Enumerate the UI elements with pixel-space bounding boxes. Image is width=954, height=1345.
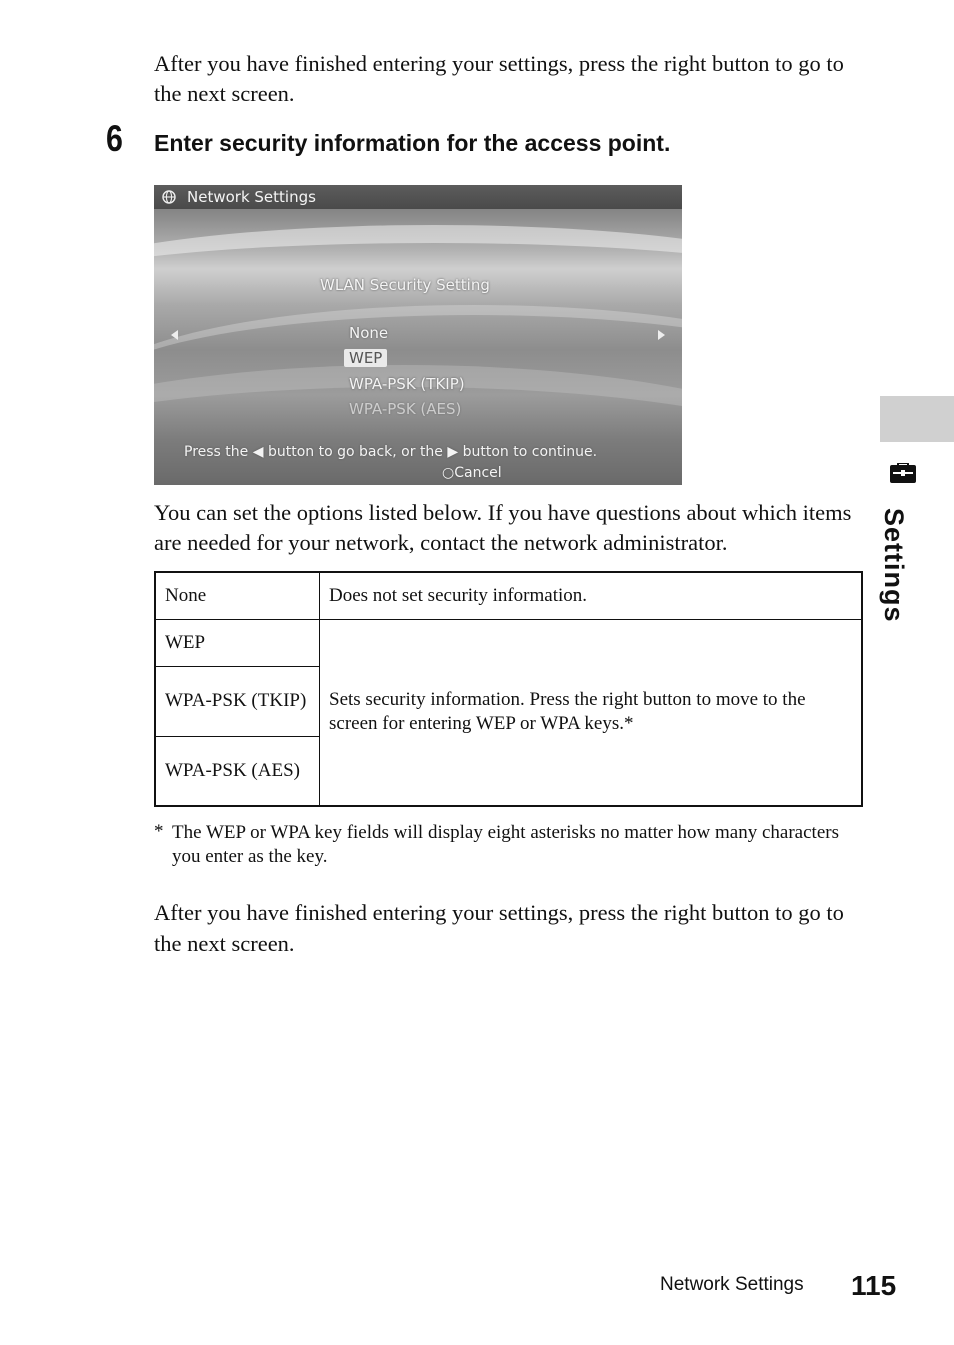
footer-hint-end: button to continue.	[462, 444, 598, 460]
footnote-mark: *	[154, 821, 164, 842]
footer-hint-middle: button to go back, or the	[267, 444, 443, 460]
screenshot-footer-hint	[184, 444, 597, 460]
screenshot-option-wpa-psk-tkip: WPA-PSK (TKIP)	[349, 375, 465, 393]
screenshot-heading: WLAN Security Setting	[320, 276, 490, 294]
step-number: 6	[106, 118, 123, 159]
option-cell: WPA-PSK (TKIP)	[155, 666, 320, 736]
intro-paragraph: After you have finished entering your settings, press the right button to go to the next screen.	[154, 51, 844, 106]
side-tab-marker	[880, 396, 954, 442]
option-cell: WPA-PSK (AES)	[155, 736, 320, 806]
page-number: 115	[851, 1270, 897, 1301]
table-row	[155, 572, 862, 619]
description-cell: Does not set security information.	[320, 572, 863, 619]
option-cell: None	[155, 572, 320, 619]
step-instruction: Enter security information for the access point.	[154, 130, 671, 156]
arrow-left-icon	[171, 330, 178, 340]
globe-icon	[162, 190, 176, 204]
screenshot-option-wpa-psk-aes: WPA-PSK (AES)	[349, 400, 462, 418]
toolbox-icon	[887, 463, 919, 485]
left-button-icon: ◀	[252, 444, 264, 460]
right-button-icon: ▶	[447, 444, 459, 460]
network-settings-screenshot	[154, 185, 682, 485]
table-row	[155, 619, 862, 666]
side-tab-label: Settings	[879, 508, 909, 623]
screenshot-option-wep-selected: WEP	[344, 349, 387, 367]
shared-description-cell: Sets security information. Press the right button to move to the screen for entering WEP or WPA keys.*	[320, 619, 863, 806]
closing-paragraph: After you have finished entering your settings, press the right button to go to the next screen.	[154, 900, 844, 956]
arrow-right-icon	[658, 330, 665, 340]
screenshot-option-none: None	[349, 324, 389, 342]
footer-section-title: Network Settings	[660, 1274, 804, 1295]
cancel-label: Cancel	[454, 465, 502, 481]
options-paragraph: You can set the options listed below. If you have questions about which items are needed for your network, contact the network administrator.	[154, 500, 852, 555]
screenshot-window-title: Network Settings	[187, 188, 316, 206]
footer-hint-start: Press the	[184, 444, 249, 460]
footnote-text: The WEP or WPA key fields will display eight asterisks no matter how many characters you enter as the key.	[172, 822, 839, 867]
screenshot-cancel	[442, 465, 502, 481]
security-options-table	[154, 571, 863, 807]
option-cell: WEP	[155, 619, 320, 666]
circle-button-icon: ○	[442, 465, 455, 481]
